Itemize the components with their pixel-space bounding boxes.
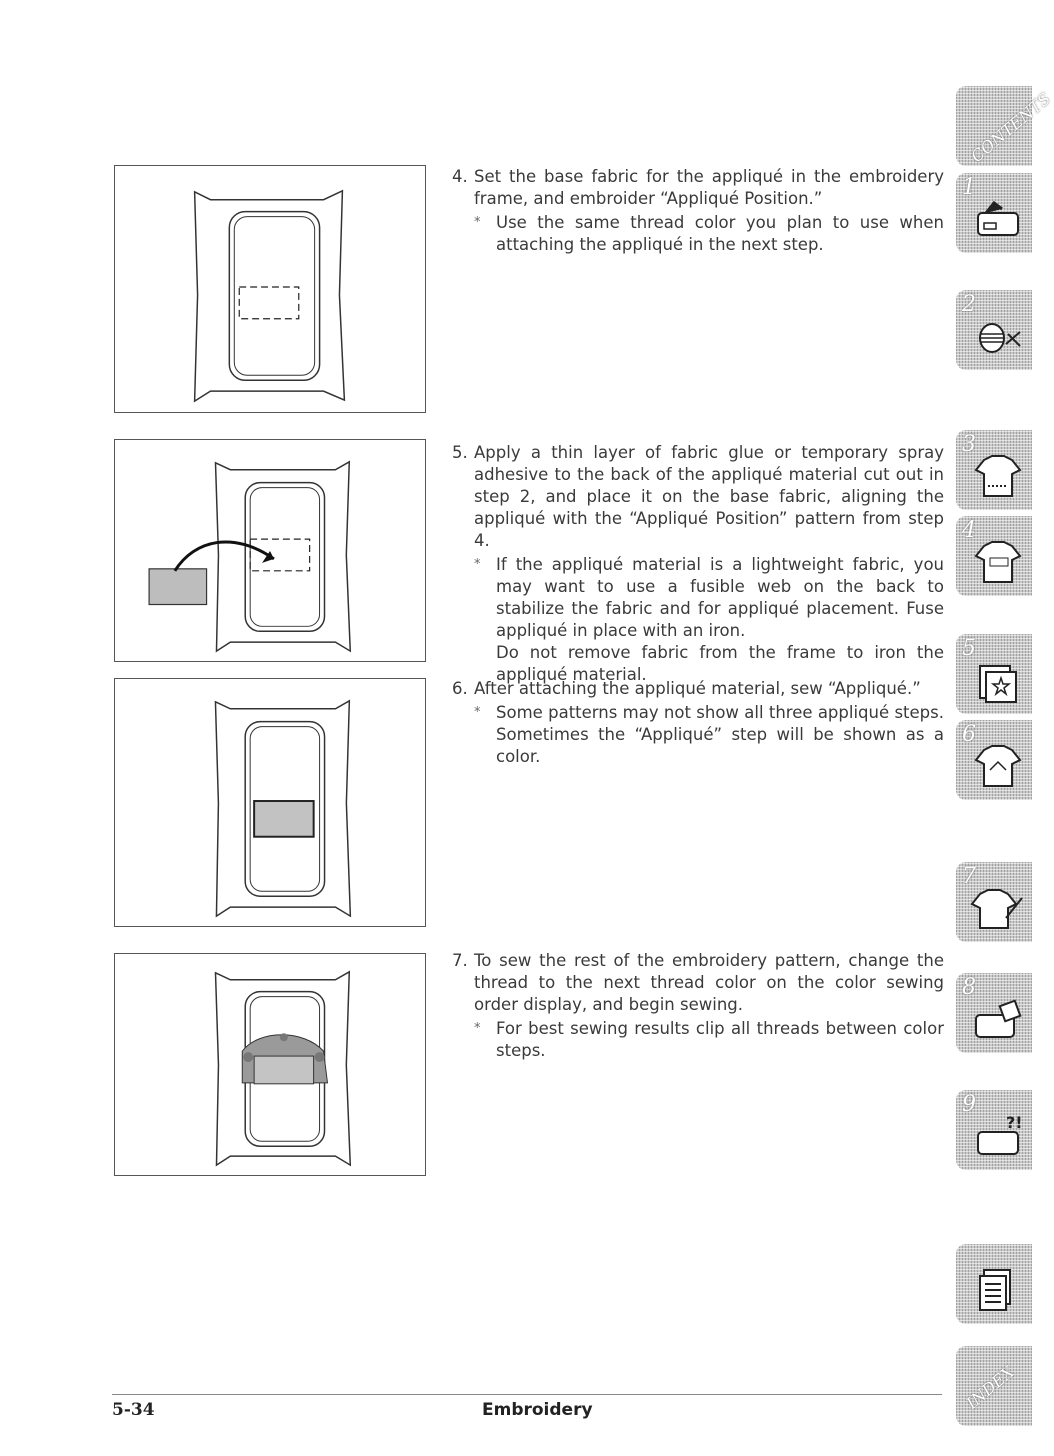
tab-chapter-6[interactable] xyxy=(956,720,1032,800)
tab-chapter-8[interactable] xyxy=(956,973,1032,1053)
tab-number: 8 xyxy=(962,975,976,1000)
tab-contents[interactable] xyxy=(956,86,1054,167)
step-number: 6. xyxy=(452,679,468,698)
step-number: 4. xyxy=(452,167,468,186)
tab-chapter-2[interactable] xyxy=(956,290,1032,370)
footer-divider xyxy=(112,1394,942,1395)
figure-sew-appliqué xyxy=(114,678,426,927)
page-number: 5-34 xyxy=(112,1400,155,1420)
note-asterisk: * xyxy=(474,557,481,572)
figure-appliqué-position xyxy=(114,165,426,413)
note-text: For best sewing results clip all threads between color steps. xyxy=(496,1019,944,1060)
step-text: Set the base fabric for the appliqué in the embroidery frame, and embroider “Appliqué Position.” xyxy=(474,167,944,208)
tab-documents[interactable] xyxy=(956,1244,1032,1324)
tab-number: 2 xyxy=(962,292,976,317)
step-note xyxy=(452,212,944,256)
tab-number: 4 xyxy=(962,518,976,543)
note-asterisk: * xyxy=(474,705,481,720)
step-4 xyxy=(452,166,944,256)
step-number: 7. xyxy=(452,951,468,970)
tab-chapter-1[interactable] xyxy=(956,173,1032,253)
step-note xyxy=(452,702,944,768)
tab-number: 3 xyxy=(962,432,976,457)
tab-number: 9 xyxy=(962,1092,976,1117)
embroidery-frame-icon xyxy=(970,652,1026,708)
note-extra-text: Do not remove fabric from the frame to iron the appliqué material. xyxy=(496,643,944,684)
documents-icon xyxy=(970,1262,1026,1318)
note-text: Some patterns may not show all three appliqué steps. Sometimes the “Appliqué” step will be shown as a color. xyxy=(496,703,944,766)
machine-card-icon xyxy=(970,991,1026,1047)
sewing-machine-icon xyxy=(970,191,1026,247)
tab-number: 5 xyxy=(962,636,976,661)
step-5 xyxy=(452,442,944,686)
hoop-illustration xyxy=(115,679,425,926)
tab-number: 1 xyxy=(962,175,976,200)
tab-index-label: INDEX xyxy=(962,1362,1018,1413)
machine-question-icon xyxy=(970,1108,1026,1164)
step-text: Apply a thin layer of fabric glue or temporary spray adhesive to the back of the appliqué material cut out in step 2, and place it on the base fabric, aligning the appliqué with the “Appliqué Position” pattern from step 4. xyxy=(474,443,944,550)
step-6 xyxy=(452,678,944,768)
tab-chapter-9[interactable] xyxy=(956,1090,1032,1170)
tab-chapter-4[interactable] xyxy=(956,516,1032,596)
hoop-illustration xyxy=(115,166,425,412)
abc-tshirt-icon xyxy=(970,738,1026,794)
figure-finished-embroidery xyxy=(114,953,426,1176)
tab-chapter-7[interactable] xyxy=(956,862,1032,942)
tab-index[interactable] xyxy=(956,1346,1032,1426)
thread-scissors-icon xyxy=(970,308,1026,364)
note-asterisk: * xyxy=(474,1021,481,1036)
tab-chapter-3[interactable] xyxy=(956,430,1032,510)
shirt-icon xyxy=(970,448,1026,504)
step-number: 5. xyxy=(452,443,468,462)
tab-chapter-5[interactable] xyxy=(956,634,1032,714)
step-7 xyxy=(452,950,944,1062)
hoop-illustration xyxy=(115,954,425,1175)
note-text: Use the same thread color you plan to use when attaching the appliqué in the next step. xyxy=(496,213,944,254)
svg-text:?!: ?! xyxy=(1006,1113,1023,1132)
tab-number: 6 xyxy=(962,722,976,747)
step-note xyxy=(452,1018,944,1062)
shirt-needle-icon xyxy=(970,880,1026,936)
step-text: To sew the rest of the embroidery pattern, change the thread to the next thread color on the color sewing order display, and begin sewing. xyxy=(474,951,944,1014)
step-text: After attaching the appliqué material, sew “Appliqué.” xyxy=(474,679,921,698)
figure-place-appliqué xyxy=(114,439,426,662)
note-asterisk: * xyxy=(474,215,481,230)
hoop-illustration xyxy=(115,440,425,661)
step-note xyxy=(452,554,944,686)
section-title: Embroidery xyxy=(482,1400,593,1420)
tab-number: 7 xyxy=(962,864,976,889)
abc-shirt-icon xyxy=(970,534,1026,590)
tab-contents-label: CONTENTS xyxy=(967,88,1054,167)
note-text: If the appliqué material is a lightweight fabric, you may want to use a fusible web on the back to stabilize the fabric and for appliqué placement. Fuse appliqué in place with an iron. xyxy=(496,555,944,640)
